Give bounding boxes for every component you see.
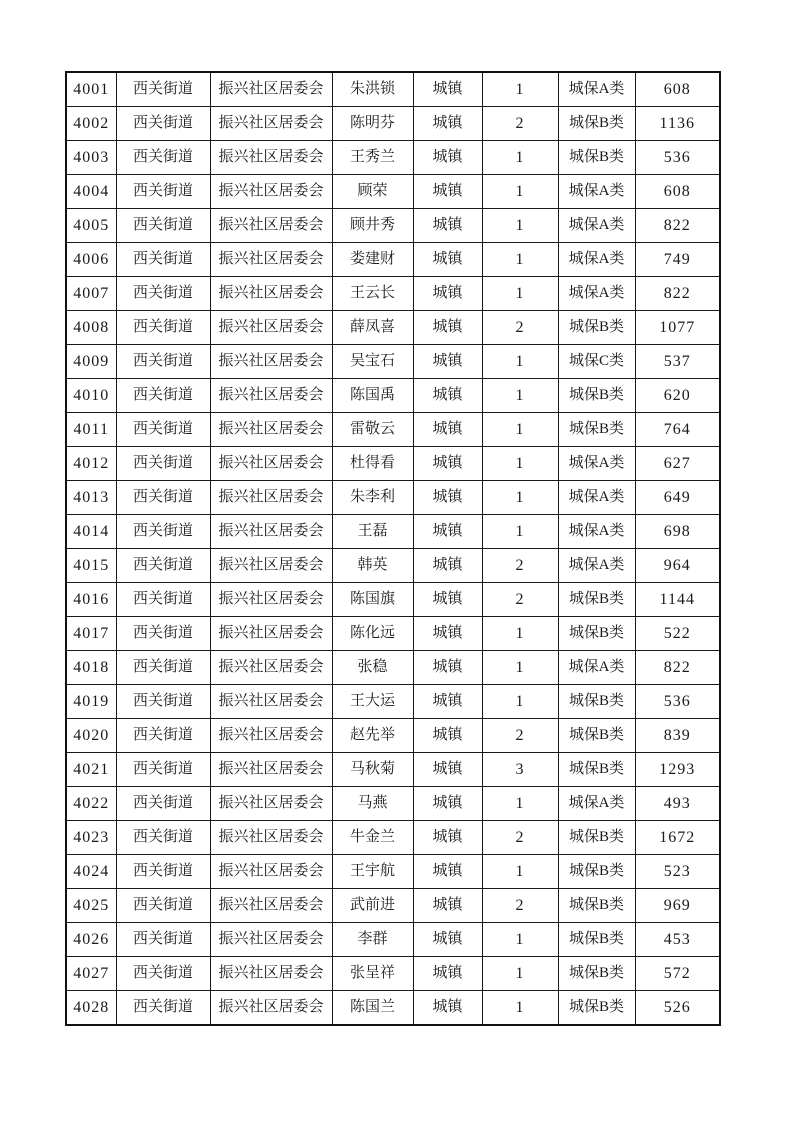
cell-residence-type: 城镇: [413, 651, 482, 685]
cell-household-count: 1: [482, 515, 558, 549]
cell-amount: 1293: [635, 753, 720, 787]
cell-insurance-category: 城保C类: [558, 345, 635, 379]
cell-household-count: 3: [482, 753, 558, 787]
cell-household-count: 2: [482, 719, 558, 753]
cell-serial-number: 4007: [66, 277, 116, 311]
cell-serial-number: 4002: [66, 107, 116, 141]
cell-committee: 振兴社区居委会: [210, 107, 332, 141]
table-row: [66, 107, 720, 141]
cell-person-name: 王秀兰: [332, 141, 413, 175]
cell-person-name: 马秋菊: [332, 753, 413, 787]
cell-street: 西关街道: [116, 107, 210, 141]
table-row: [66, 787, 720, 821]
cell-committee: 振兴社区居委会: [210, 345, 332, 379]
cell-residence-type: 城镇: [413, 685, 482, 719]
cell-committee: 振兴社区居委会: [210, 923, 332, 957]
cell-residence-type: 城镇: [413, 277, 482, 311]
cell-residence-type: 城镇: [413, 583, 482, 617]
table-row: [66, 515, 720, 549]
cell-residence-type: 城镇: [413, 821, 482, 855]
cell-residence-type: 城镇: [413, 141, 482, 175]
cell-residence-type: 城镇: [413, 107, 482, 141]
cell-household-count: 1: [482, 855, 558, 889]
cell-insurance-category: 城保A类: [558, 549, 635, 583]
cell-amount: 1136: [635, 107, 720, 141]
cell-residence-type: 城镇: [413, 787, 482, 821]
table-row: [66, 617, 720, 651]
cell-committee: 振兴社区居委会: [210, 787, 332, 821]
table-row: [66, 719, 720, 753]
cell-serial-number: 4025: [66, 889, 116, 923]
cell-insurance-category: 城保B类: [558, 855, 635, 889]
cell-street: 西关街道: [116, 889, 210, 923]
cell-amount: 764: [635, 413, 720, 447]
cell-serial-number: 4028: [66, 991, 116, 1026]
cell-street: 西关街道: [116, 753, 210, 787]
cell-residence-type: 城镇: [413, 753, 482, 787]
cell-household-count: 2: [482, 821, 558, 855]
cell-committee: 振兴社区居委会: [210, 821, 332, 855]
cell-street: 西关街道: [116, 243, 210, 277]
cell-committee: 振兴社区居委会: [210, 957, 332, 991]
cell-street: 西关街道: [116, 515, 210, 549]
cell-amount: 969: [635, 889, 720, 923]
cell-amount: 1144: [635, 583, 720, 617]
cell-street: 西关街道: [116, 957, 210, 991]
cell-person-name: 张稳: [332, 651, 413, 685]
welfare-roster-table: [65, 71, 721, 1026]
table-body: [66, 72, 720, 1025]
table-row: [66, 447, 720, 481]
cell-serial-number: 4013: [66, 481, 116, 515]
cell-household-count: 1: [482, 277, 558, 311]
cell-committee: 振兴社区居委会: [210, 447, 332, 481]
cell-street: 西关街道: [116, 413, 210, 447]
cell-household-count: 1: [482, 447, 558, 481]
cell-residence-type: 城镇: [413, 209, 482, 243]
cell-street: 西关街道: [116, 209, 210, 243]
cell-amount: 522: [635, 617, 720, 651]
cell-insurance-category: 城保A类: [558, 447, 635, 481]
cell-insurance-category: 城保B类: [558, 141, 635, 175]
cell-insurance-category: 城保A类: [558, 277, 635, 311]
table-row: [66, 685, 720, 719]
cell-person-name: 顾荣: [332, 175, 413, 209]
cell-residence-type: 城镇: [413, 447, 482, 481]
cell-amount: 698: [635, 515, 720, 549]
cell-household-count: 2: [482, 583, 558, 617]
cell-person-name: 王宇航: [332, 855, 413, 889]
cell-committee: 振兴社区居委会: [210, 481, 332, 515]
cell-residence-type: 城镇: [413, 175, 482, 209]
cell-person-name: 张呈祥: [332, 957, 413, 991]
table-row: [66, 379, 720, 413]
cell-insurance-category: 城保B类: [558, 719, 635, 753]
cell-insurance-category: 城保B类: [558, 889, 635, 923]
cell-insurance-category: 城保B类: [558, 583, 635, 617]
cell-person-name: 顾井秀: [332, 209, 413, 243]
cell-street: 西关街道: [116, 583, 210, 617]
cell-household-count: 1: [482, 481, 558, 515]
cell-amount: 608: [635, 175, 720, 209]
cell-committee: 振兴社区居委会: [210, 719, 332, 753]
cell-serial-number: 4004: [66, 175, 116, 209]
cell-insurance-category: 城保B类: [558, 753, 635, 787]
cell-insurance-category: 城保A类: [558, 209, 635, 243]
cell-person-name: 娄建财: [332, 243, 413, 277]
cell-serial-number: 4012: [66, 447, 116, 481]
cell-street: 西关街道: [116, 277, 210, 311]
cell-serial-number: 4027: [66, 957, 116, 991]
cell-insurance-category: 城保B类: [558, 311, 635, 345]
cell-insurance-category: 城保B类: [558, 617, 635, 651]
table-row: [66, 889, 720, 923]
cell-committee: 振兴社区居委会: [210, 72, 332, 107]
cell-household-count: 1: [482, 243, 558, 277]
cell-committee: 振兴社区居委会: [210, 175, 332, 209]
cell-amount: 649: [635, 481, 720, 515]
cell-insurance-category: 城保B类: [558, 991, 635, 1026]
cell-insurance-category: 城保B类: [558, 957, 635, 991]
cell-person-name: 马燕: [332, 787, 413, 821]
cell-amount: 526: [635, 991, 720, 1026]
cell-insurance-category: 城保B类: [558, 685, 635, 719]
cell-committee: 振兴社区居委会: [210, 991, 332, 1026]
cell-serial-number: 4011: [66, 413, 116, 447]
cell-amount: 1077: [635, 311, 720, 345]
table-row: [66, 753, 720, 787]
cell-person-name: 武前进: [332, 889, 413, 923]
cell-committee: 振兴社区居委会: [210, 311, 332, 345]
cell-committee: 振兴社区居委会: [210, 141, 332, 175]
cell-insurance-category: 城保A类: [558, 72, 635, 107]
cell-person-name: 薛凤喜: [332, 311, 413, 345]
cell-insurance-category: 城保A类: [558, 175, 635, 209]
cell-residence-type: 城镇: [413, 243, 482, 277]
cell-street: 西关街道: [116, 311, 210, 345]
cell-insurance-category: 城保B类: [558, 379, 635, 413]
table-row: [66, 277, 720, 311]
cell-amount: 536: [635, 141, 720, 175]
cell-serial-number: 4014: [66, 515, 116, 549]
table-row: [66, 855, 720, 889]
cell-residence-type: 城镇: [413, 923, 482, 957]
cell-household-count: 2: [482, 107, 558, 141]
cell-street: 西关街道: [116, 549, 210, 583]
cell-serial-number: 4024: [66, 855, 116, 889]
cell-serial-number: 4005: [66, 209, 116, 243]
cell-serial-number: 4015: [66, 549, 116, 583]
cell-committee: 振兴社区居委会: [210, 889, 332, 923]
cell-committee: 振兴社区居委会: [210, 515, 332, 549]
cell-household-count: 2: [482, 549, 558, 583]
cell-serial-number: 4016: [66, 583, 116, 617]
cell-person-name: 韩英: [332, 549, 413, 583]
cell-serial-number: 4019: [66, 685, 116, 719]
table-row: [66, 345, 720, 379]
cell-person-name: 赵先举: [332, 719, 413, 753]
cell-amount: 453: [635, 923, 720, 957]
cell-person-name: 陈化远: [332, 617, 413, 651]
table-row: [66, 651, 720, 685]
cell-insurance-category: 城保A类: [558, 787, 635, 821]
table-row: [66, 481, 720, 515]
cell-serial-number: 4001: [66, 72, 116, 107]
cell-committee: 振兴社区居委会: [210, 413, 332, 447]
cell-amount: 493: [635, 787, 720, 821]
cell-household-count: 1: [482, 175, 558, 209]
cell-committee: 振兴社区居委会: [210, 379, 332, 413]
cell-household-count: 1: [482, 923, 558, 957]
cell-person-name: 陈国旗: [332, 583, 413, 617]
cell-committee: 振兴社区居委会: [210, 855, 332, 889]
cell-amount: 964: [635, 549, 720, 583]
table-row: [66, 243, 720, 277]
cell-person-name: 牛金兰: [332, 821, 413, 855]
cell-amount: 1672: [635, 821, 720, 855]
cell-serial-number: 4022: [66, 787, 116, 821]
cell-insurance-category: 城保B类: [558, 413, 635, 447]
cell-serial-number: 4018: [66, 651, 116, 685]
cell-household-count: 1: [482, 72, 558, 107]
cell-amount: 523: [635, 855, 720, 889]
cell-person-name: 陈国禹: [332, 379, 413, 413]
cell-residence-type: 城镇: [413, 719, 482, 753]
cell-household-count: 1: [482, 651, 558, 685]
cell-household-count: 1: [482, 379, 558, 413]
cell-person-name: 朱洪锁: [332, 72, 413, 107]
cell-serial-number: 4026: [66, 923, 116, 957]
cell-serial-number: 4006: [66, 243, 116, 277]
cell-street: 西关街道: [116, 175, 210, 209]
cell-residence-type: 城镇: [413, 991, 482, 1026]
cell-street: 西关街道: [116, 481, 210, 515]
table-row: [66, 209, 720, 243]
cell-serial-number: 4008: [66, 311, 116, 345]
cell-street: 西关街道: [116, 617, 210, 651]
cell-street: 西关街道: [116, 821, 210, 855]
cell-household-count: 1: [482, 991, 558, 1026]
cell-person-name: 王云长: [332, 277, 413, 311]
cell-household-count: 1: [482, 413, 558, 447]
cell-street: 西关街道: [116, 72, 210, 107]
cell-household-count: 2: [482, 889, 558, 923]
cell-serial-number: 4010: [66, 379, 116, 413]
cell-residence-type: 城镇: [413, 855, 482, 889]
cell-household-count: 2: [482, 311, 558, 345]
cell-residence-type: 城镇: [413, 549, 482, 583]
cell-household-count: 1: [482, 617, 558, 651]
cell-amount: 572: [635, 957, 720, 991]
table-row: [66, 583, 720, 617]
cell-amount: 839: [635, 719, 720, 753]
cell-serial-number: 4003: [66, 141, 116, 175]
cell-committee: 振兴社区居委会: [210, 685, 332, 719]
cell-residence-type: 城镇: [413, 889, 482, 923]
table-row: [66, 991, 720, 1026]
cell-amount: 627: [635, 447, 720, 481]
cell-residence-type: 城镇: [413, 413, 482, 447]
cell-household-count: 1: [482, 209, 558, 243]
cell-residence-type: 城镇: [413, 481, 482, 515]
cell-insurance-category: 城保A类: [558, 515, 635, 549]
cell-residence-type: 城镇: [413, 515, 482, 549]
cell-insurance-category: 城保A类: [558, 481, 635, 515]
cell-street: 西关街道: [116, 685, 210, 719]
cell-residence-type: 城镇: [413, 957, 482, 991]
cell-person-name: 陈明芬: [332, 107, 413, 141]
cell-committee: 振兴社区居委会: [210, 549, 332, 583]
cell-person-name: 王大运: [332, 685, 413, 719]
cell-amount: 536: [635, 685, 720, 719]
cell-street: 西关街道: [116, 719, 210, 753]
cell-committee: 振兴社区居委会: [210, 277, 332, 311]
cell-person-name: 雷敬云: [332, 413, 413, 447]
cell-amount: 608: [635, 72, 720, 107]
table-row: [66, 175, 720, 209]
cell-insurance-category: 城保B类: [558, 923, 635, 957]
cell-amount: 620: [635, 379, 720, 413]
cell-residence-type: 城镇: [413, 311, 482, 345]
cell-amount: 749: [635, 243, 720, 277]
cell-street: 西关街道: [116, 345, 210, 379]
cell-person-name: 王磊: [332, 515, 413, 549]
cell-household-count: 1: [482, 141, 558, 175]
cell-street: 西关街道: [116, 379, 210, 413]
cell-street: 西关街道: [116, 991, 210, 1026]
table-row: [66, 72, 720, 107]
cell-person-name: 朱李利: [332, 481, 413, 515]
cell-serial-number: 4009: [66, 345, 116, 379]
table-row: [66, 141, 720, 175]
cell-serial-number: 4017: [66, 617, 116, 651]
cell-household-count: 1: [482, 957, 558, 991]
cell-residence-type: 城镇: [413, 345, 482, 379]
cell-person-name: 陈国兰: [332, 991, 413, 1026]
cell-insurance-category: 城保B类: [558, 821, 635, 855]
table-row: [66, 821, 720, 855]
cell-committee: 振兴社区居委会: [210, 583, 332, 617]
cell-serial-number: 4021: [66, 753, 116, 787]
cell-residence-type: 城镇: [413, 617, 482, 651]
cell-insurance-category: 城保A类: [558, 243, 635, 277]
cell-amount: 822: [635, 277, 720, 311]
cell-residence-type: 城镇: [413, 379, 482, 413]
cell-household-count: 1: [482, 345, 558, 379]
table-row: [66, 549, 720, 583]
table-row: [66, 957, 720, 991]
cell-street: 西关街道: [116, 923, 210, 957]
cell-committee: 振兴社区居委会: [210, 651, 332, 685]
cell-street: 西关街道: [116, 447, 210, 481]
cell-amount: 822: [635, 651, 720, 685]
cell-person-name: 杜得看: [332, 447, 413, 481]
cell-person-name: 吴宝石: [332, 345, 413, 379]
cell-committee: 振兴社区居委会: [210, 243, 332, 277]
cell-committee: 振兴社区居委会: [210, 617, 332, 651]
cell-insurance-category: 城保A类: [558, 651, 635, 685]
cell-serial-number: 4020: [66, 719, 116, 753]
cell-street: 西关街道: [116, 141, 210, 175]
cell-household-count: 1: [482, 685, 558, 719]
table-row: [66, 311, 720, 345]
cell-street: 西关街道: [116, 855, 210, 889]
cell-amount: 537: [635, 345, 720, 379]
cell-amount: 822: [635, 209, 720, 243]
cell-street: 西关街道: [116, 651, 210, 685]
cell-person-name: 李群: [332, 923, 413, 957]
cell-serial-number: 4023: [66, 821, 116, 855]
cell-residence-type: 城镇: [413, 72, 482, 107]
cell-committee: 振兴社区居委会: [210, 753, 332, 787]
table-row: [66, 923, 720, 957]
cell-insurance-category: 城保B类: [558, 107, 635, 141]
cell-street: 西关街道: [116, 787, 210, 821]
table-row: [66, 413, 720, 447]
cell-household-count: 1: [482, 787, 558, 821]
cell-committee: 振兴社区居委会: [210, 209, 332, 243]
